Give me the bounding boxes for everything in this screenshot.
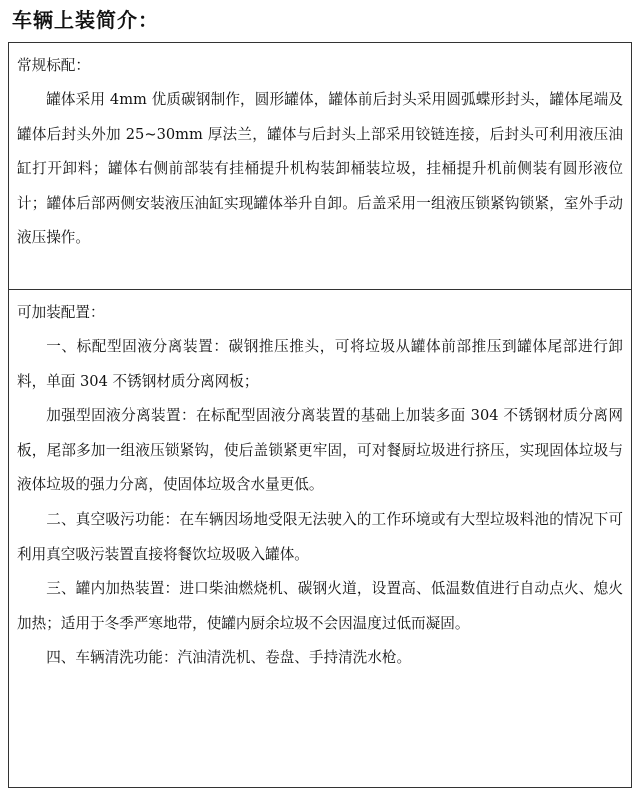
spec-table [8, 42, 632, 788]
standard-config-paragraph: 罐体采用 4mm 优质碳钢制作，圆形罐体，罐体前后封头采用圆弧蝶形封头，罐体尾端及罐体后封头外加 25~30mm 厚法兰，罐体与后封头上部采用铰链连接，后封头可利用液压油缸打开卸料；罐体右侧前部装有挂桶提升机构装卸桶装垃圾，挂桶提升机前侧装有圆形液位计；罐体后部两侧安装液压油缸实现罐体举升自卸。后盖采用一组液压锁紧钩锁紧，室外手动液压操作。 [17, 91, 623, 247]
standard-config-heading: 常规标配： [17, 57, 90, 74]
optional-config-heading: 可加装配置： [17, 304, 105, 321]
document-title: 车辆上装简介： [12, 8, 159, 32]
solid-liquid-separator-standard: 一、标配型固液分离装置：碳钢推压推头，可将垃圾从罐体前部推压到罐体尾部进行卸料，单面 304 不锈钢材质分离网板； [17, 338, 623, 390]
standard-config-cell [9, 43, 632, 290]
vehicle-cleaning-feature: 四、车辆清洗功能：汽油清洗机、卷盘、手持清洗水枪。 [46, 649, 412, 667]
vacuum-suction-feature: 二、真空吸污功能：在车辆因场地受限无法驶入的工作环境或有大型垃圾料池的情况下可利用真空吸污装置直接将餐饮垃圾吸入罐体。 [17, 510, 623, 563]
solid-liquid-separator-enhanced: 加强型固液分离装置：在标配型固液分离装置的基础上加装多面 304 不锈钢材质分离网板，尾部多加一组液压锁紧钩，使后盖锁紧更牢固，可对餐厨垃圾进行挤压，实现固体垃圾与液体垃圾的强力分离，使固体垃圾含水量更低。 [17, 407, 623, 494]
optional-config-cell [9, 290, 632, 788]
standard-config-row [9, 43, 632, 290]
tank-heating-device: 三、罐内加热装置：进口柴油燃烧机、碳钢火道，设置高、低温数值进行自动点火、熄火加热；适用于冬季严寒地带，使罐内厨余垃圾不会因温度过低而凝固。 [17, 580, 623, 632]
optional-config-row [9, 290, 632, 788]
